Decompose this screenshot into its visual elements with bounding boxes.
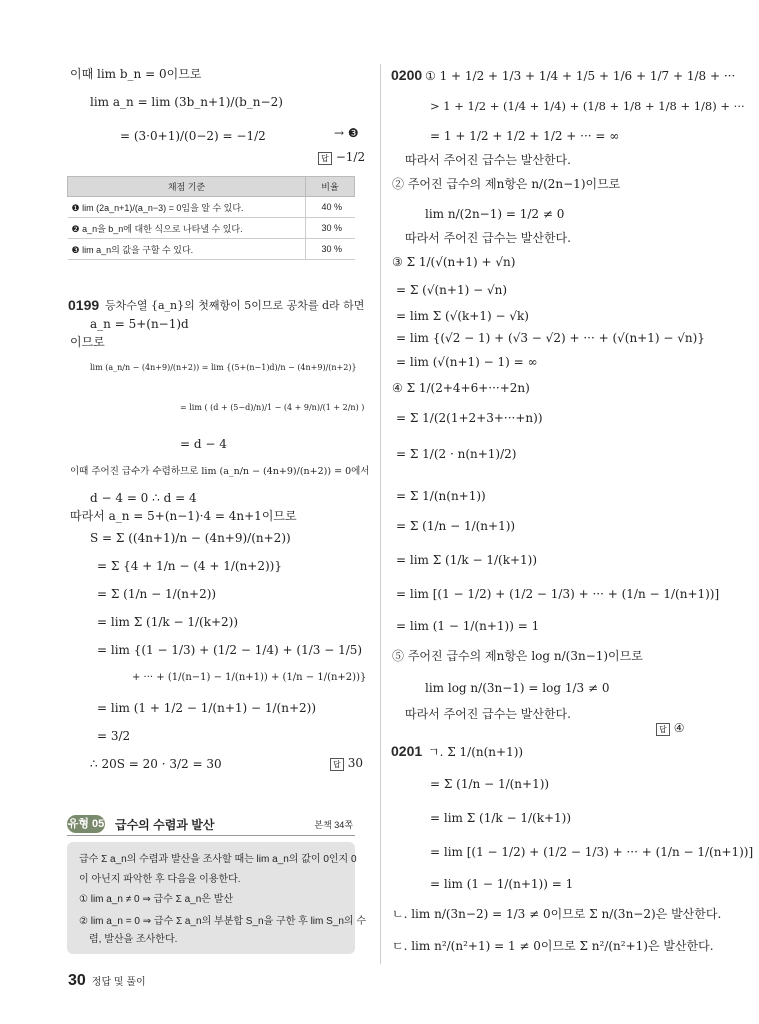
answer-value: −1/2 [335, 150, 366, 164]
solution-line: = lim (1 − 1/(n+1)) = 1 [396, 619, 540, 633]
solution-line: = lim ( (d + (5−d)/n)/1 − (4 + 9/n)/(1 + 2/n) ) [180, 403, 365, 412]
solution-line: S = Σ ((4n+1)/n − (4n+9)/(n+2)) [90, 531, 291, 545]
solution-line: ㄷ. lim n²/(n²+1) = 1 ≠ 0이므로 Σ n²/(n²+1)은 발산한다. [392, 939, 714, 953]
answer [656, 721, 685, 736]
solution-line: = lim (1 − 1/(n+1)) = 1 [430, 877, 574, 891]
solution-line: ㄴ. lim n/(3n−2) = 1/3 ≠ 0이므로 Σ n/(3n−2)은 발산한다. [392, 907, 722, 921]
grading-table [67, 176, 355, 260]
solution-line: = lim Σ (√(k+1) − √k) [396, 309, 529, 323]
answer-value: ④ [673, 721, 685, 735]
solution-line: d − 4 = 0 ∴ d = 4 [90, 491, 197, 505]
solution-line: = Σ (1/n − 1/(n+1)) [396, 519, 516, 533]
tip-box [67, 842, 367, 954]
solution-line: = lim (1 + 1/2 − 1/(n+1) − 1/(n+2)) [97, 701, 317, 715]
solution-line: > 1 + 1/2 + (1/4 + 1/4) + (1/8 + 1/8 + 1/8 + 1/8) + ··· [430, 99, 745, 113]
solution-line: lim a_n = lim (3b_n+1)/(b_n−2) [90, 95, 283, 109]
solution-line: ㄱ. Σ 1/(n(n+1)) [428, 745, 524, 759]
page-number: 30 [68, 972, 86, 989]
table-row [68, 197, 355, 218]
type-badge: 유형 05 [67, 815, 105, 833]
solution-line: = 3/2 [97, 729, 131, 743]
solution-line: ③ Σ 1/(√(n+1) + √n) [392, 255, 516, 269]
answer-mark-icon: 답 [330, 758, 344, 771]
solution-line: + ··· + (1/(n−1) − 1/(n+1)) + (1/n − 1/(n+2))} [132, 672, 367, 683]
solution-line: = 1 + 1/2 + 1/2 + 1/2 + ··· = ∞ [430, 129, 620, 143]
tip-line: 렴, 발산을 조사한다. [89, 934, 178, 945]
solution-line: = d − 4 [180, 437, 227, 451]
solution-line: = lim Σ (1/k − 1/(k+1)) [396, 553, 538, 567]
solution-line: a_n = 5+(n−1)d [90, 317, 189, 331]
solution-line: 이때 주어진 급수가 수렴하므로 lim (a_n/n − (4n+9)/(n+2)) = 0에서 [70, 466, 370, 477]
solution-line: ④ Σ 1/(2+4+6+···+2n) [392, 381, 530, 395]
answer-value: 30 [347, 756, 364, 770]
solution-line: = Σ 1/(n(n+1)) [396, 489, 486, 503]
table-row [68, 218, 355, 239]
solution-line: = lim Σ (1/k − 1/(k+1)) [430, 811, 572, 825]
page-footer [68, 972, 146, 990]
solution-line: 따라서 주어진 급수는 발산한다. [405, 231, 571, 245]
solution-line: = lim {(1 − 1/3) + (1/2 − 1/4) + (1/3 − 1/5) [97, 643, 363, 657]
solution-line: 따라서 주어진 급수는 발산한다. [405, 153, 571, 167]
step-marker: → ❸ [334, 126, 359, 140]
solution-line: = lim [(1 − 1/2) + (1/2 − 1/3) + ··· + (1/n − 1/(n+1))] [430, 845, 754, 859]
type-header [67, 813, 355, 836]
solution-line: 따라서 a_n = 5+(n−1)·4 = 4n+1이므로 [70, 509, 297, 523]
solution-line: 따라서 주어진 급수는 발산한다. [405, 707, 571, 721]
grading-header-criteria: 채점 기준 [68, 177, 306, 197]
criteria-cell: ❸ lim a_n의 값을 구할 수 있다. [68, 239, 306, 260]
solution-line: = lim {(√2 − 1) + (√3 − √2) + ··· + (√(n+1) − √n)} [396, 331, 705, 345]
solution-line: = Σ 1/(2(1+2+3+···+n)) [396, 411, 543, 425]
table-row [68, 239, 355, 260]
answer [330, 756, 363, 771]
solution-line: 이때 lim b_n = 0이므로 [70, 67, 202, 81]
solution-line: = lim Σ (1/k − 1/(k+2)) [97, 615, 239, 629]
solution-line: 등차수열 {a_n}의 첫째항이 5이므로 공차를 d라 하면 [105, 299, 365, 312]
problem-number: 0199 [68, 297, 100, 313]
type-title: 급수의 수렴과 발산 [115, 818, 215, 832]
problem-number: 0201 [391, 743, 423, 759]
solution-line: 이므로 [70, 335, 105, 349]
answer-mark-icon: 답 [656, 723, 670, 736]
solution-line: = Σ (1/n − 1/(n+1)) [430, 777, 550, 791]
solution-line: lim n/(2n−1) = 1/2 ≠ 0 [425, 207, 565, 221]
criteria-cell: ❶ lim (2a_n+1)/(a_n−3) = 0임을 알 수 있다. [68, 197, 306, 218]
solution-line: = (3·0+1)/(0−2) = −1/2 [120, 129, 266, 143]
ratio-cell: 30 % [306, 218, 355, 239]
solution-line: = Σ 1/(2 · n(n+1)/2) [396, 447, 517, 461]
solution-line: ∴ 20S = 20 · 3/2 = 30 [90, 757, 222, 771]
answer [318, 150, 365, 165]
solution-line: = Σ (√(n+1) − √n) [396, 283, 508, 297]
solution-line: = lim [(1 − 1/2) + (1/2 − 1/3) + ··· + (1/n − 1/(n+1))] [396, 587, 720, 601]
footer-label: 정답 및 풀이 [91, 977, 146, 988]
tip-line: ② lim a_n = 0 ⇒ 급수 Σ a_n의 부분합 S_n을 구한 후 lim S_n의 수 [79, 916, 367, 927]
criteria-cell: ❷ a_n을 b_n에 대한 식으로 나타낼 수 있다. [68, 218, 306, 239]
solution-line: lim log n/(3n−1) = log 1/3 ≠ 0 [425, 681, 610, 695]
ratio-cell: 30 % [306, 239, 355, 260]
answer-mark-icon: 답 [318, 152, 332, 165]
column-divider [380, 64, 381, 964]
grading-header-ratio: 비율 [306, 177, 355, 197]
tip-line: 급수 Σ a_n의 수렴과 발산을 조사할 때는 lim a_n의 값이 0인지 0 [79, 854, 357, 865]
tip-line: 이 아닌지 파악한 후 다음을 이용한다. [79, 874, 241, 885]
solution-line: ⑤ 주어진 급수의 제n항은 log n/(3n−1)이므로 [392, 649, 643, 663]
solution-line: lim (a_n/n − (4n+9)/(n+2)) = lim {(5+(n−1)d)/n − (4n+9)/(n+2)} [90, 363, 357, 372]
solution-line: ① 1 + 1/2 + 1/3 + 1/4 + 1/5 + 1/6 + 1/7 + 1/8 + ··· [425, 69, 736, 83]
solution-line: ② 주어진 급수의 제n항은 n/(2n−1)이므로 [392, 177, 621, 191]
solution-line: = Σ {4 + 1/n − (4 + 1/(n+2))} [97, 559, 282, 573]
tip-line: ① lim a_n ≠ 0 ⇒ 급수 Σ a_n은 발산 [79, 894, 234, 905]
ratio-cell: 40 % [306, 197, 355, 218]
type-reference: 본책 34쪽 [314, 820, 353, 830]
problem-number: 0200 [391, 67, 423, 83]
solution-line: = Σ (1/n − 1/(n+2)) [97, 587, 217, 601]
solution-line: = lim (√(n+1) − 1) = ∞ [396, 355, 538, 369]
